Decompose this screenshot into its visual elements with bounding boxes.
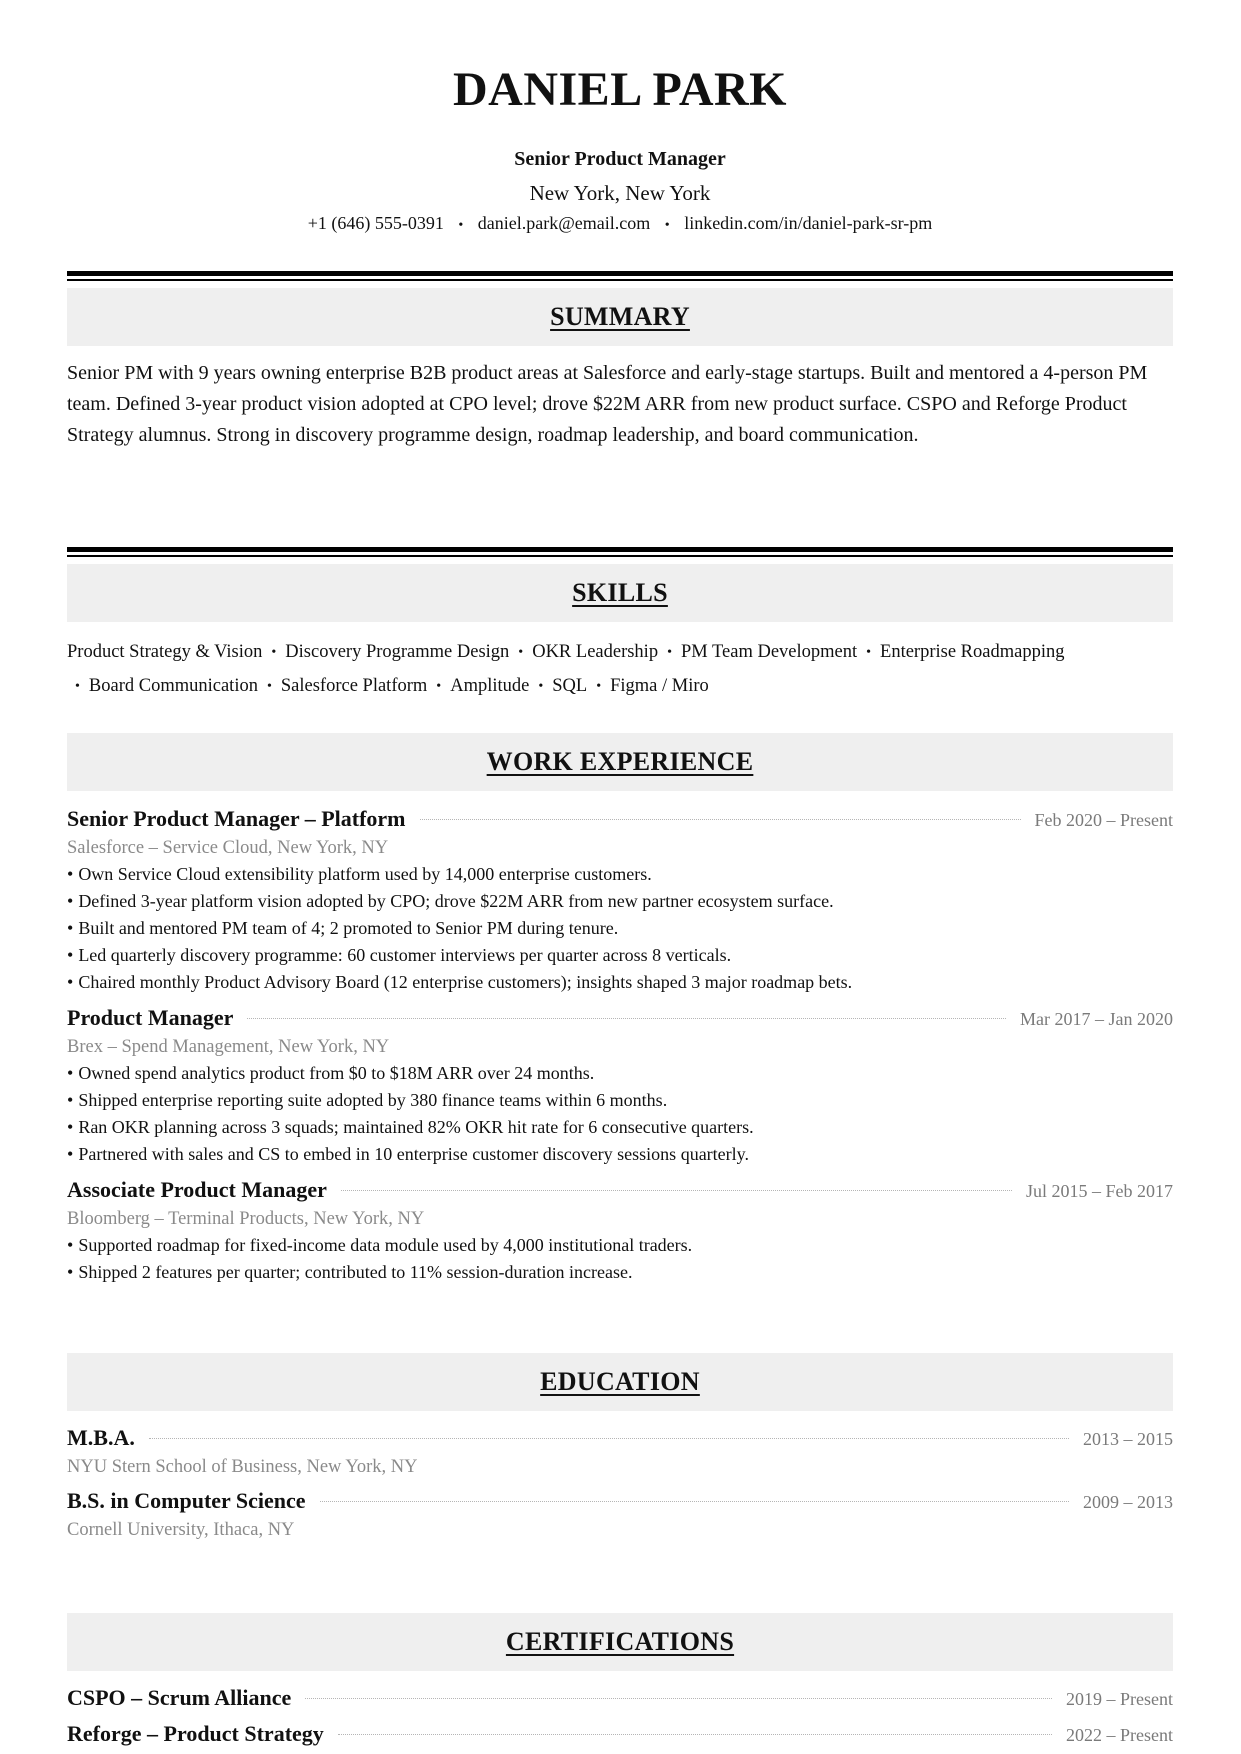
bullet-separator-icon: • xyxy=(458,218,464,233)
double-rule-divider xyxy=(67,547,1173,557)
section-title: EDUCATION xyxy=(540,1367,700,1396)
summary-text: Senior PM with 9 years owning enterprise B2B product areas at Salesforce and early-stage startups. Built and mentored a 4-person PM team. Defined 3-year product vision adopted at CPO level; drove $22M ARR from new product surface. CSPO and Reforge Product Strategy alumnus. Strong in discovery programme design, roadmap leadership, and board communication. xyxy=(67,362,1148,446)
section-header-work-experience xyxy=(67,733,1173,791)
skills-row xyxy=(67,636,1173,670)
linkedin-link[interactable]: linkedin.com/in/daniel-park-sr-pm xyxy=(684,213,933,233)
certification-dates: 2022 – Present xyxy=(1066,1725,1173,1745)
section-title: SKILLS xyxy=(572,578,668,607)
job-title: Product Manager xyxy=(67,1005,234,1030)
skill-item: Salesforce Platform xyxy=(280,676,428,696)
skill-item: Amplitude xyxy=(450,676,530,696)
bullet-separator-icon: • xyxy=(667,645,672,660)
dotted-leader xyxy=(247,1018,1006,1019)
section-header-certifications xyxy=(67,1613,1173,1671)
bullet-item: • Shipped 2 features per quarter; contributed to 11% session-duration increase. xyxy=(67,1259,1173,1286)
bullet-separator-icon: • xyxy=(436,679,442,694)
dotted-leader xyxy=(341,1190,1012,1191)
bullet-separator-icon: • xyxy=(75,679,80,694)
certification-dates: 2019 – Present xyxy=(1066,1689,1173,1709)
bullet-item: • Led quarterly discovery programme: 60 customer interviews per quarter across 8 verticals. xyxy=(67,942,1173,969)
bullet-separator-icon: • xyxy=(538,679,544,694)
contact-line xyxy=(67,211,1173,238)
job-bullets xyxy=(67,1232,1173,1286)
job-bullets xyxy=(67,1060,1173,1168)
section-title: WORK EXPERIENCE xyxy=(486,747,754,776)
skill-item: OKR Leadership xyxy=(532,642,659,662)
job-company: Salesforce – Service Cloud, New York, NY xyxy=(67,838,389,858)
job-entry xyxy=(67,806,1173,996)
education-dates: 2009 – 2013 xyxy=(1083,1492,1173,1512)
section-title: SUMMARY xyxy=(550,302,690,331)
job-entry xyxy=(67,1005,1173,1168)
section-title: CERTIFICATIONS xyxy=(505,1627,735,1656)
education-dates: 2013 – 2015 xyxy=(1083,1429,1173,1449)
bullet-separator-icon: • xyxy=(266,679,272,694)
dotted-leader xyxy=(305,1698,1052,1699)
skill-item: Figma / Miro xyxy=(610,676,709,696)
bullet-item: • Shipped enterprise reporting suite adopted by 380 finance teams within 6 months. xyxy=(67,1087,1173,1114)
skill-item: Discovery Programme Design xyxy=(285,642,510,662)
certification-name: CSPO – Scrum Alliance xyxy=(67,1685,292,1710)
bullet-item: • Owned spend analytics product from $0 to $18M ARR over 24 months. xyxy=(67,1060,1173,1087)
bullet-item: • Ran OKR planning across 3 squads; maintained 82% OKR hit rate for 6 consecutive quarters. xyxy=(67,1114,1173,1141)
phone-number: +1 (646) 555-0391 xyxy=(307,213,444,233)
job-dates: Feb 2020 – Present xyxy=(1034,810,1173,830)
certification-entry xyxy=(67,1721,1173,1751)
double-rule-divider xyxy=(67,271,1173,281)
bullet-item: • Supported roadmap for fixed-income data module used by 4,000 institutional traders. xyxy=(67,1232,1173,1259)
candidate-name: DANIEL PARK xyxy=(453,63,787,116)
skill-item: Enterprise Roadmapping xyxy=(880,642,1065,662)
bullet-item: • Own Service Cloud extensibility platform used by 14,000 enterprise customers. xyxy=(67,861,1173,888)
bullet-item: • Chaired monthly Product Advisory Board (12 enterprise customers); insights shaped 3 major roadmap bets. xyxy=(67,969,1173,996)
candidate-title: Senior Product Manager xyxy=(514,148,726,170)
school-name: NYU Stern School of Business, New York, NY xyxy=(67,1457,418,1477)
skills-row xyxy=(67,670,1173,704)
dotted-leader xyxy=(320,1501,1069,1502)
skill-item: Board Communication xyxy=(88,676,258,696)
job-bullets xyxy=(67,861,1173,996)
skills-list xyxy=(67,636,1173,704)
job-dates: Mar 2017 – Jan 2020 xyxy=(1020,1009,1173,1029)
bullet-separator-icon: • xyxy=(664,218,670,233)
bullet-item: • Defined 3-year platform vision adopted by CPO; drove $22M ARR from new partner ecosystem surface. xyxy=(67,888,1173,915)
job-dates: Jul 2015 – Feb 2017 xyxy=(1025,1181,1173,1201)
bullet-item: • Built and mentored PM team of 4; 2 promoted to Senior PM during tenure. xyxy=(67,915,1173,942)
skill-item: PM Team Development xyxy=(680,642,858,662)
job-title: Associate Product Manager xyxy=(67,1177,327,1202)
skill-item: Product Strategy & Vision xyxy=(67,642,263,662)
bullet-item: • Partnered with sales and CS to embed in 10 enterprise customer discovery sessions quarterly. xyxy=(67,1141,1173,1168)
job-company: Bloomberg – Terminal Products, New York, NY xyxy=(67,1209,425,1229)
certification-name: Reforge – Product Strategy xyxy=(67,1721,324,1746)
skill-item: SQL xyxy=(552,676,588,696)
education-entry xyxy=(67,1425,1173,1480)
bullet-separator-icon: • xyxy=(271,645,277,660)
bullet-separator-icon: • xyxy=(518,645,524,660)
school-name: Cornell University, Ithaca, NY xyxy=(67,1520,295,1540)
job-entry xyxy=(67,1177,1173,1286)
bullet-separator-icon: • xyxy=(596,679,602,694)
dotted-leader xyxy=(149,1438,1069,1439)
dotted-leader xyxy=(420,819,1021,820)
bullet-separator-icon: • xyxy=(866,645,872,660)
section-header-summary xyxy=(67,288,1173,346)
job-title: Senior Product Manager – Platform xyxy=(67,806,406,831)
degree-title: B.S. in Computer Science xyxy=(67,1488,306,1513)
education-entry xyxy=(67,1488,1173,1543)
dotted-leader xyxy=(338,1734,1052,1735)
email-link[interactable]: daniel.park@email.com xyxy=(477,213,651,233)
degree-title: M.B.A. xyxy=(67,1425,135,1450)
section-header-education xyxy=(67,1353,1173,1411)
job-company: Brex – Spend Management, New York, NY xyxy=(67,1037,390,1057)
section-header-skills xyxy=(67,564,1173,622)
candidate-location: New York, New York xyxy=(529,181,711,205)
certification-entry xyxy=(67,1685,1173,1715)
